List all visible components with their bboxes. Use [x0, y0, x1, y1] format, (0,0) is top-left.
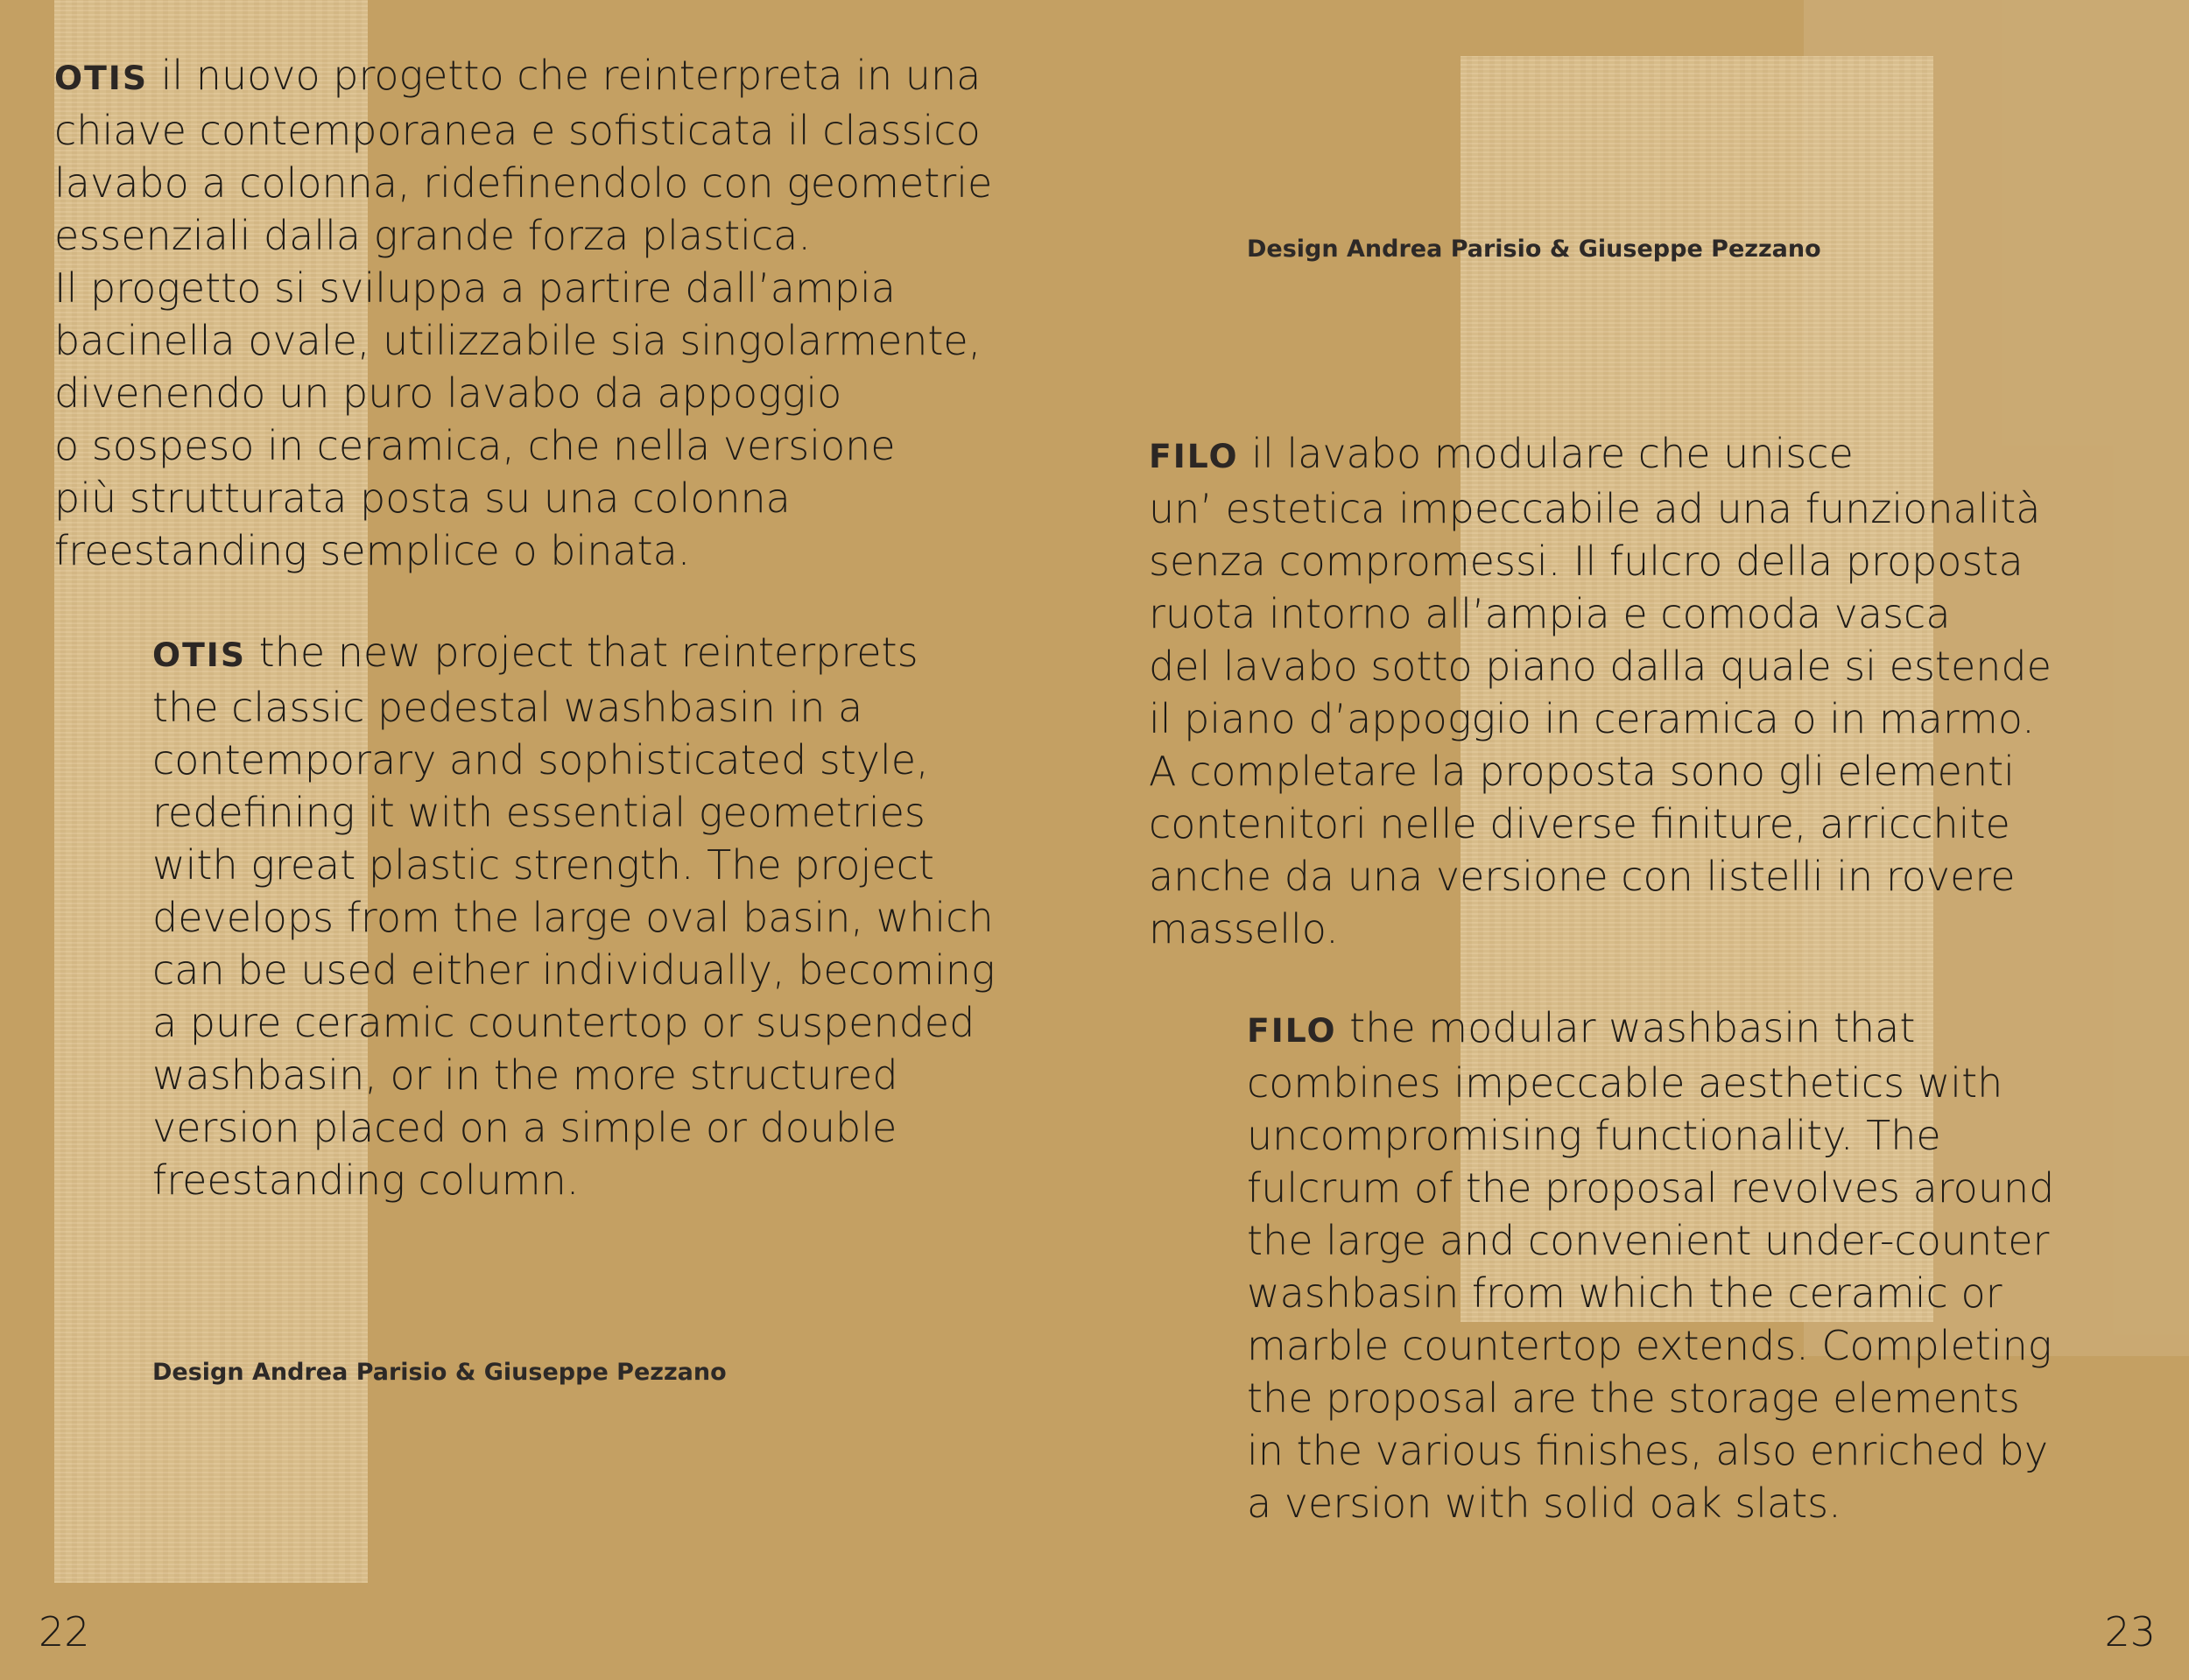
otis-description-english	[152, 626, 1037, 1206]
filo-design-credit: Design Andrea Parisio & Giuseppe Pezzano	[1247, 235, 1821, 263]
filo-title-italian: FILO	[1149, 437, 1239, 475]
otis-description-italian	[54, 49, 1035, 577]
page-number-left: 22	[39, 1608, 90, 1655]
otis-title-english: OTIS	[152, 636, 246, 674]
otis-title-italian: OTIS	[54, 59, 148, 97]
filo-description-english	[1247, 1002, 2157, 1529]
filo-title-english: FILO	[1247, 1011, 1337, 1050]
page-number-right: 23	[2104, 1608, 2156, 1655]
otis-design-credit: Design Andrea Parisio & Giuseppe Pezzano	[152, 1359, 727, 1386]
otis-body-italian: il nuovo progetto che reinterpreta in una chiave contemporanea e sofisticata il classico lavabo a colonna, ridefinendolo con geometrie essenziali dalla grande forza plastica. Il progetto si sviluppa a partire dall’ampia bacinella ovale, utilizzabile sia singolarmente, divenendo un puro lavabo da appoggio o sospeso in ceramica, che nella versione più strutturata posta su una colonna freestanding semplice o binata.	[54, 52, 993, 574]
filo-body-english: the modular washbasin that combines impeccable aesthetics with uncompromising functionality. The fulcrum of the proposal revolves around the large and convenient under-counter washbasin from which the ceramic or marble countertop extends. Completing the proposal are the storage elements in the various finishes, also enriched by a version with solid oak slats.	[1247, 1004, 2055, 1527]
filo-body-italian: il lavabo modulare che unisce un’ estetica impeccabile ad una funzionalità senza compromessi. Il fulcro della proposta ruota intorno all’ampia e comoda vasca del lavabo sotto piano dalla quale si estende il piano d’appoggio in ceramica o in marmo. A completare la proposta sono gli elementi contenitori nelle diverse finiture, arricchite anche da una versione con listelli in rovere massello.	[1149, 430, 2052, 952]
filo-description-italian	[1149, 427, 2147, 955]
otis-body-english: the new project that reinterprets the classic pedestal washbasin in a contemporary and sophisticated style, redefining it with essential geometries with great plastic strength. The project develops from the large oval basin, which can be used either individually, becoming a pure ceramic countertop or suspended washbasin, or in the more structured version placed on a simple or double freestanding column.	[152, 629, 996, 1204]
